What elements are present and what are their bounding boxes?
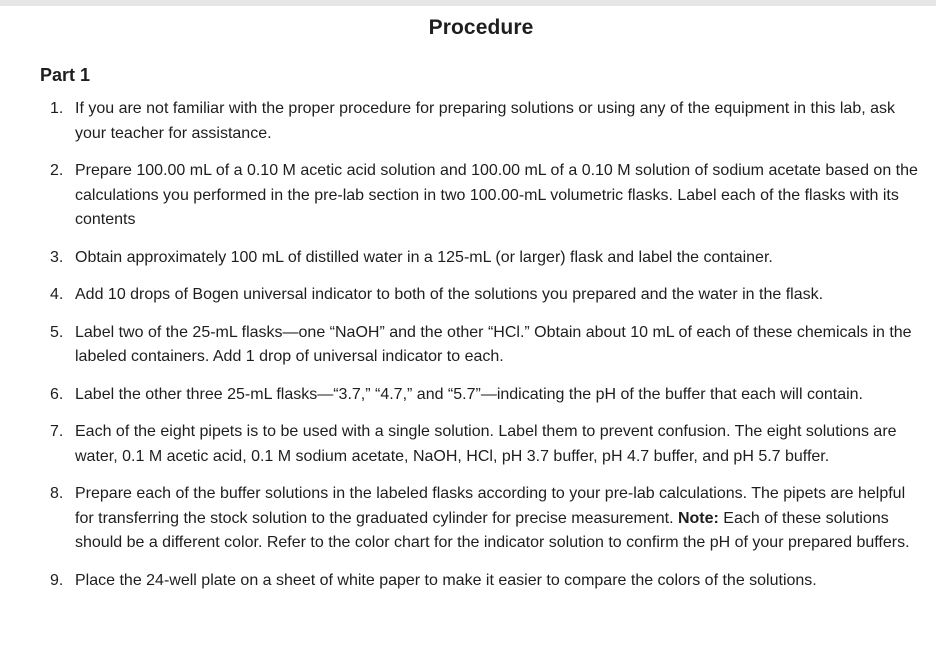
step-text: Label the other three 25-mL flasks—“3.7,” “4.7,” and “5.7”—indicating the pH of the buffer that each will contain. bbox=[75, 385, 863, 403]
procedure-step bbox=[0, 97, 936, 146]
step-number: 1. bbox=[50, 100, 64, 117]
step-number: 5. bbox=[50, 323, 64, 341]
step-text: Prepare 100.00 mL of a 0.10 M acetic acid solution and 100.00 mL of a 0.10 M solution of sodium acetate based on the calculations you performed in the pre-lab section in two 100.00-mL volumetric flasks. Label each of the flasks with its contents bbox=[75, 162, 918, 228]
step-text: Add 10 drops of Bogen universal indicator to both of the solutions you prepared and the water in the flask. bbox=[75, 286, 824, 303]
document-page bbox=[0, 6, 936, 671]
step-text: If you are not familiar with the proper procedure for preparing solutions or using any of the equipment in this lab, ask your teacher for assistance. bbox=[75, 100, 896, 142]
note-label: Note: bbox=[677, 509, 719, 527]
procedure-step bbox=[0, 159, 936, 233]
step-text: Prepare each of the buffer solutions in the labeled flasks according to your pre-lab calculations. The pipets are helpful for transferring the stock solution to the graduated cylinder for precise measurement. bbox=[75, 485, 906, 527]
step-text: Each of the eight pipets is to be used with a single solution. Label them to prevent confusion. The eight solutions are water, 0.1 M acetic acid, 0.1 M sodium acetate, NaOH, HCl, pH 3.7 buffer, pH 4.7 buffer, and pH 5.7 buffer. bbox=[75, 423, 897, 465]
procedure-step bbox=[0, 246, 936, 271]
section-heading: Part 1 bbox=[40, 65, 91, 85]
step-text-continued: Each of these solutions should be a different color. Refer to the color chart for the indicator solution to confirm the pH of your prepared buffers. bbox=[75, 509, 910, 551]
step-text: Label two of the 25-mL flasks—one “NaOH” and the other “HCl.” Obtain about 10 mL of each of these chemicals in the labeled containers. Add 1 drop of universal indicator to each. bbox=[75, 323, 912, 365]
procedure-step bbox=[0, 321, 936, 370]
procedure-step bbox=[0, 383, 936, 408]
page-title: Procedure bbox=[428, 16, 534, 39]
procedure-step bbox=[0, 569, 936, 594]
step-number: 2. bbox=[50, 162, 64, 179]
step-number: 6. bbox=[50, 385, 64, 403]
step-number: 4. bbox=[50, 286, 64, 303]
procedure-step bbox=[0, 482, 936, 556]
procedure-steps-list bbox=[0, 97, 936, 606]
step-number: 8. bbox=[50, 485, 64, 502]
step-text: Obtain approximately 100 mL of distilled water in a 125-mL (or larger) flask and label the container. bbox=[75, 248, 773, 266]
step-number: 7. bbox=[50, 423, 64, 440]
procedure-step bbox=[0, 283, 936, 308]
step-number: 3. bbox=[50, 248, 64, 266]
procedure-step bbox=[0, 420, 936, 469]
step-number: 9. bbox=[50, 571, 64, 589]
step-text: Place the 24-well plate on a sheet of white paper to make it easier to compare the colors of the solutions. bbox=[75, 571, 817, 589]
